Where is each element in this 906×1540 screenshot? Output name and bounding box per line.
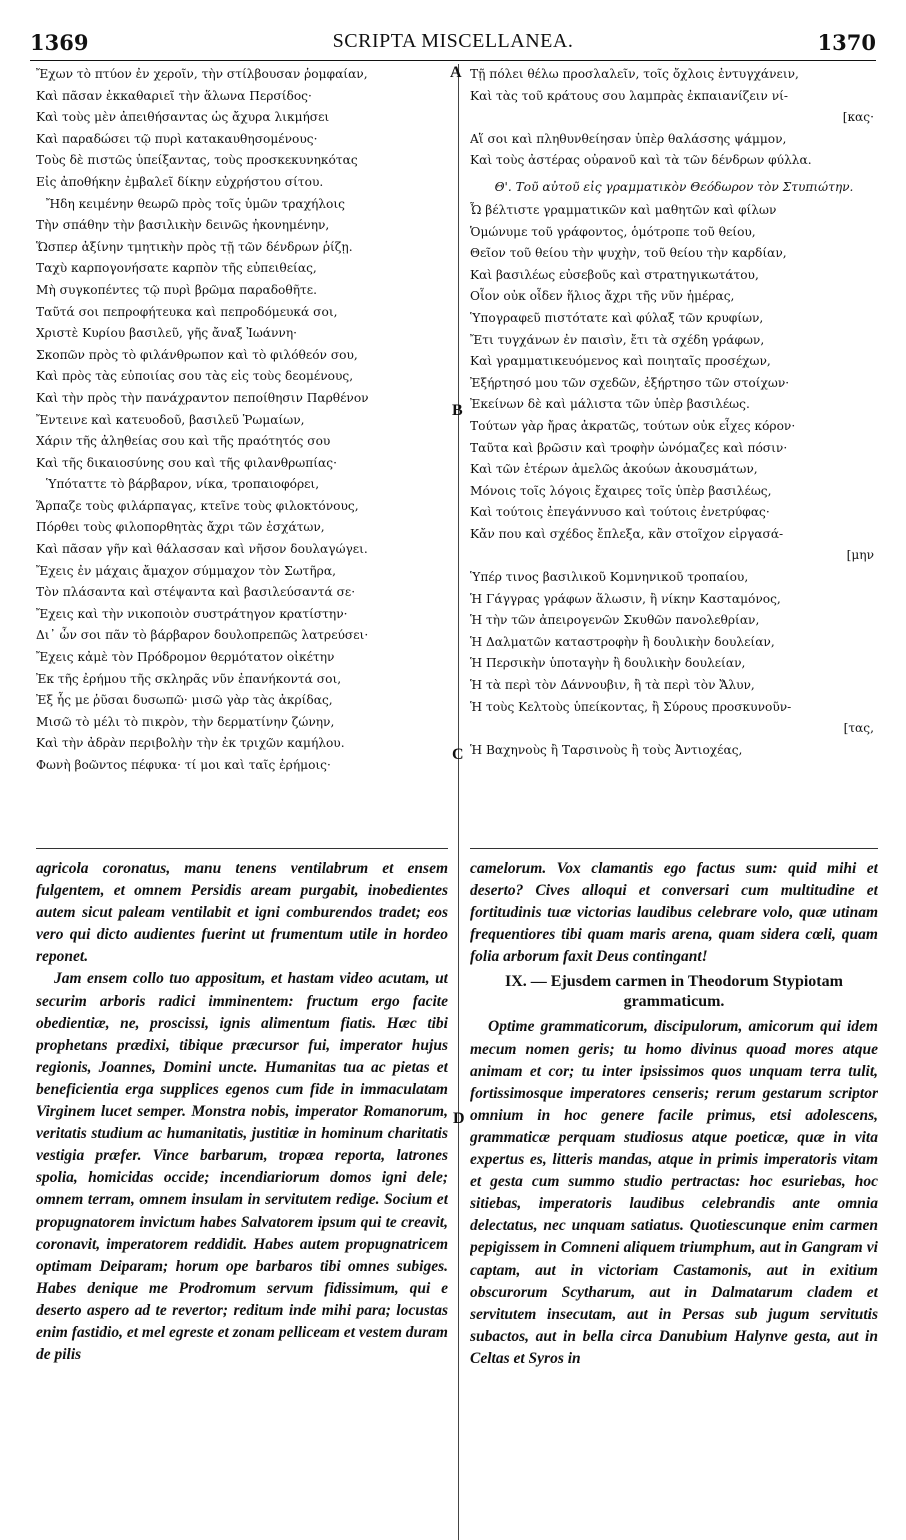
latin-paragraph: Jam ensem collo tuo appositum, et hastam video acutam, ut securim arboris radici imminentem: fructum ergo facite obedientiæ, ne, proscissi, ignis alimentum fiatis. Hæc tibi prophetans prædixi, tibique præcursor fui, imperator hujus regionis, Joannes, Domini uncte. Humanitas tua ac pietas et beneficientia erga supplices egenos cum fide in immaculatam Virginem lucet semper. Monstra nobis, imperator Romanorum, veritatis studium ac humanitatis, justitiæ in hominum charitatis vestigia præfer. Vince barbarum, tropæa reporta, latrones spolia, homicidas occide; incendiariorum domos igni dele; omnem terram, omnem insulam in servitutem redige. Socium et propugnatorem invictum habes Salvatorem ipsum qui te creavit, coronavit, imperatorem reddidit. Habes autem propugnatricem optimam Deiparam; horum ope barbaros tibi omnes subiges. Habes denique me Prodromum servum fidissimum, qui e deserto aspero ad te revertor; reditum inde mihi para; locustas enim fastidio, et mel egreste et zonam pelliceam et vestem duram de pilis	[36, 970, 448, 1364]
verse-line: Τοὺς δὲ πιστῶς ὑπείξαντας, τοὺς προσκεκυνηκότας	[36, 153, 358, 168]
verse-line: Ταῦτα καὶ βρῶσιν καὶ τροφὴν ὠνόμαζες καὶ πόσιν·	[470, 440, 788, 455]
translation-separator-left	[36, 848, 448, 849]
verse-line: Ἡ Δαλματῶν καταστροφὴν ἢ δουλικὴν δουλείαν,	[470, 634, 775, 649]
margin-marker-d: D	[453, 1110, 465, 1127]
verse-line: Μὴ συγκοπέντες τῷ πυρὶ βρῶμα παραδοθῆτε.	[36, 282, 317, 297]
verse-line: Τούτων γὰρ ἤρας ἀκρατῶς, τούτων οὐκ εἶχες κόρον·	[470, 418, 796, 433]
greek-verse-right-column	[470, 64, 878, 761]
verse-line: Καὶ βασιλέως εὐσεβοῦς καὶ στρατηγικωτάτου,	[470, 267, 759, 282]
verse-line: Μισῶ τὸ μέλι τὸ πικρὸν, τὴν δερματίνην ζώνην,	[36, 714, 335, 729]
greek-poem-heading: Θ'. Τοῦ αὐτοῦ εἰς γραμματικὸν Θεόδωρον τὸν Στυπιώτην.	[494, 179, 854, 194]
verse-line: Μόνοις τοῖς λόγοις ἔχαιρες τοῖς ὑπὲρ βασιλέως,	[470, 483, 772, 498]
verse-line: Χάριν τῆς ἀληθείας σου καὶ τῆς πραότητός σου	[36, 434, 331, 449]
verse-line: Ἔντεινε καὶ κατευοδοῦ, βασιλεῦ Ῥωμαίων,	[36, 412, 305, 427]
margin-marker-a: A	[450, 64, 462, 81]
verse-line: Αἵ σοι καὶ πληθυνθείησαν ὑπὲρ θαλάσσης ψάμμον,	[470, 131, 787, 146]
verse-line: Ἐκείνων δὲ καὶ μάλιστα τῶν ὑπὲρ βασιλέως.	[470, 397, 750, 412]
latin-paragraph: agricola coronatus, manu tenens ventilabrum et ensem fulgentem, et omnem Persidis aream purgabit, inobedientes autem sicut paleam ventilabit et igni comburendos tradet; eos vero qui dicto audientes fuerint ut frumentum utile in hordeo reponet.	[36, 860, 448, 966]
verse-line: Τὴν σπάθην τὴν βασιλικὴν δεινῶς ἠκονημένην,	[36, 218, 330, 233]
verse-line: Ὑπογραφεῦ πιστότατε καὶ φύλαξ τῶν κρυφίων,	[470, 310, 764, 325]
verse-line: Ἔχεις καὶ τὴν νικοποιὸν συστράτηγον κρατίστην·	[36, 606, 348, 621]
verse-line: Καὶ πᾶσαν ἐκκαθαριεῖ τὴν ἅλωνα Περσίδος·	[36, 88, 312, 103]
verse-line: Ὦ βέλτιστε γραμματικῶν καὶ μαθητῶν καὶ φίλων	[470, 202, 777, 217]
column-divider	[458, 64, 459, 1540]
verse-line: Ἅρπαζε τοὺς φιλάρπαγας, κτεῖνε τοὺς φιλοκτόνους,	[36, 498, 359, 513]
verse-line: Ἡ Περσικὴν ὑποταγὴν ἢ δουλικὴν δουλείαν,	[470, 656, 746, 671]
translation-separator-right	[470, 848, 878, 849]
verse-line-continuation: [κας·	[842, 110, 874, 125]
verse-line: Ὑπόταττε τὸ βάρβαρον, νίκα, τροπαιοφόρει,	[46, 477, 320, 492]
page-number-right: 1370	[817, 30, 876, 55]
verse-line: Οἷον οὐκ οἶδεν ἥλιος ἄχρι τῆς νῦν ἡμέρας,	[470, 289, 735, 304]
verse-line: Ἔτι τυγχάνων ἐν παισὶν, ἔτι τὰ σχέδη γράφων,	[470, 332, 765, 347]
margin-marker-b: B	[452, 402, 463, 419]
verse-line: Καὶ τοὺς ἀστέρας οὐρανοῦ καὶ τὰ τῶν δένδρων φύλλα.	[470, 153, 812, 168]
verse-line: Καὶ πᾶσαν γῆν καὶ θάλασσαν καὶ νῆσον δουλαγώγει.	[36, 542, 368, 557]
verse-line: Ἤδη κειμένην θεωρῶ πρὸς τοῖς ὑμῶν τραχήλοις	[46, 196, 345, 211]
verse-line: Ἔχων τὸ πτύον ἐν χεροῖν, τὴν στίλβουσαν ῥομφαίαν,	[36, 67, 368, 81]
verse-line: Ἔχεις κἀμὲ τὸν Πρόδρομον θερμότατον οἰκέτην	[36, 650, 335, 665]
header-rule	[30, 60, 876, 61]
verse-line: Καὶ τῶν ἑτέρων ἀμελῶς ἀκούων ἀκουσμάτων,	[470, 462, 758, 477]
margin-marker-c: C	[452, 746, 464, 763]
verse-line: Καὶ γραμματικευόμενος καὶ ποιηταῖς προσέχων,	[470, 354, 771, 369]
verse-line: Καὶ παραδώσει τῷ πυρὶ κατακαυθησομένους·	[36, 131, 318, 146]
verse-line: Καὶ πρὸς τὰς εὐποιίας σου τὰς εἰς τοὺς δεομένους,	[36, 369, 354, 384]
latin-translation-left-column	[36, 858, 448, 1366]
verse-line: Καὶ τὴν πρὸς τὴν πανάχραντον πεποίθησιν Παρθένον	[36, 390, 369, 405]
greek-verse-left-column	[36, 64, 448, 777]
verse-line: Ἡ Γάγγρας γράφων ἅλωσιν, ἢ νίκην Κασταμόνος,	[470, 591, 781, 606]
verse-line: Φωνὴ βοῶντος πέφυκα· τί μοι καὶ ταῖς ἐρήμοις·	[36, 758, 331, 772]
verse-line: Ὑπέρ τινος βασιλικοῦ Κομνηνικοῦ τροπαίου,	[470, 570, 749, 585]
verse-line: Εἰς ἀποθήκην ἐμβαλεῖ δίκην εὐχρήστου σίτου.	[36, 174, 324, 189]
verse-line: Ταχὺ καρπογονήσατε καρπὸν τῆς εὐπειθείας,	[36, 261, 317, 276]
verse-line: Ἔχεις ἐν μάχαις ἄμαχον σύμμαχον τὸν Σωτῆρα,	[36, 563, 336, 578]
verse-line: Ταῦτά σοι πεπροφήτευκα καὶ πεπροδόμευκά σοι,	[36, 304, 338, 319]
running-title: SCRIPTA MISCELLANEA.	[332, 30, 574, 52]
page-header	[30, 30, 876, 60]
verse-line: Ἐκ τῆς ἐρήμου τῆς σκληρᾶς νῦν ἐπανήκοντά σοι,	[36, 671, 342, 686]
verse-line-continuation: [τας,	[843, 721, 874, 736]
verse-line: Δι᾽ ὧν σοι πᾶν τὸ βάρβαρον δουλοπρεπῶς λατρεύσει·	[36, 628, 369, 643]
verse-line: Ὁμώνυμε τοῦ γράφοντος, ὁμότροπε τοῦ θείου,	[470, 224, 756, 239]
latin-translation-right-column	[470, 858, 878, 1370]
latin-section-heading: IX. — Ejusdem carmen in Theodorum Stypiotam grammaticum.	[505, 973, 843, 1011]
verse-line-continuation: [μην	[846, 548, 874, 563]
verse-line: Σκοπῶν πρὸς τὸ φιλάνθρωπον καὶ τὸ φιλόθεόν σου,	[36, 347, 358, 362]
verse-line: Καὶ τὴν ἀδρὰν περιβολὴν τὴν ἐκ τριχῶν καμήλου.	[36, 736, 345, 751]
page-number-left: 1369	[30, 30, 89, 55]
verse-line: Ἐξήρτησό μου τῶν σχεδῶν, ἐξήρτησο τῶν στοίχων·	[470, 375, 790, 390]
verse-line: Καὶ τοὺς μὲν ἀπειθήσαντας ὡς ἄχυρα λικμήσει	[36, 110, 330, 125]
verse-line: Τὸν πλάσαντα καὶ στέψαντα καὶ βασιλεύσαντά σε·	[36, 585, 356, 600]
verse-line: Τῇ πόλει θέλω προσλαλεῖν, τοῖς ὄχλοις ἐντυγχάνειν,	[470, 67, 799, 81]
verse-line: Καὶ τῆς δικαιοσύνης σου καὶ τῆς φιλανθρωπίας·	[36, 455, 337, 470]
verse-line: Πόρθει τοὺς φιλοπορθητὰς ἄχρι τῶν ἐσχάτων,	[36, 520, 325, 535]
verse-line: Καὶ τὰς τοῦ κράτους σου λαμπρὰς ἐκπαιανίζειν νί-	[470, 88, 789, 103]
verse-line: Ἡ Βαχηνοὺς ἢ Ταρσινοὺς ἢ τοὺς Ἀντιοχέας,	[470, 742, 743, 757]
verse-line: Ὥσπερ ἀξίνην τμητικὴν πρὸς τῇ τῶν δένδρων ῥίζῃ.	[36, 239, 353, 254]
verse-line: Κἄν που καὶ σχέδος ἔπλεξα, κἂν στοῖχον εἰργασά-	[470, 526, 784, 541]
latin-paragraph: camelorum. Vox clamantis ego factus sum: quid mihi et deserto? Cives alloqui et conversari cum multitudine et fortitudinis tuæ victorias laudibus celebrare volo, quæ utinam frequentiores tibi quam maris arena, quam sidera cœli, quam folia arborum faxit Deus contingant!	[470, 860, 878, 966]
verse-line: Ἡ τὴν τῶν ἀπειρογενῶν Σκυθῶν πανολεθρίαν,	[470, 613, 760, 628]
verse-line: Ἡ τὰ περὶ τὸν Δάννουβιν, ἢ τὰ περὶ τὸν Ἄλυν,	[470, 678, 755, 693]
latin-paragraph: Optime grammaticorum, discipulorum, amicorum qui idem mecum nomen geris; tu homo divinus quoad mores atque animam et cor; tu inter ipsissimos quos unquam terra tulit, fortissimosque imperatores censeris; rerum gestarum scriptor omnium in hoc genere facile primus, etsi adolescens, grammaticæ perquam studiosus atque poeticæ, quæ in vita expertus es, litteris mandas, atque in primis imperatoris vitam et gesta cum summo studio pertractas: hoc esuriebas, hoc sitiebas, imperatoris laudibus celebrandis ante omnia delectatus, nec unquam satiatus. Quotiescunque enim carmen pepigissem in Comneni aliquem triumphum, aut in Gangram vi captam, aut in victoriam Castamonis, aut in exitium obscurorum Scytharum, aut in Dalmatarum cladem et servitutem insecutam, aut in Persas sub jugum servitutis subactos, aut in bella circa Danubium Halynve gesta, aut in Celtas et Syros in	[470, 1018, 878, 1367]
verse-line: Θεῖον τοῦ θείου τὴν ψυχὴν, τοῦ θείου τὴν καρδίαν,	[470, 246, 787, 261]
verse-line: Ἡ τοὺς Κελτοὺς ὑπείκοντας, ἢ Σύρους προσκυνοῦν-	[470, 699, 792, 714]
verse-line: Ἐξ ἧς με ῥῦσαι δυσωπῶ· μισῶ γὰρ τὰς ἀκρίδας,	[36, 693, 333, 708]
verse-line: Χριστὲ Κυρίου βασιλεῦ, γῆς ἄναξ Ἰωάννη·	[36, 326, 297, 341]
verse-line: Καὶ τούτοις ἐπεγάννυσο καὶ τούτοις ἐνετρύφας·	[470, 505, 770, 520]
